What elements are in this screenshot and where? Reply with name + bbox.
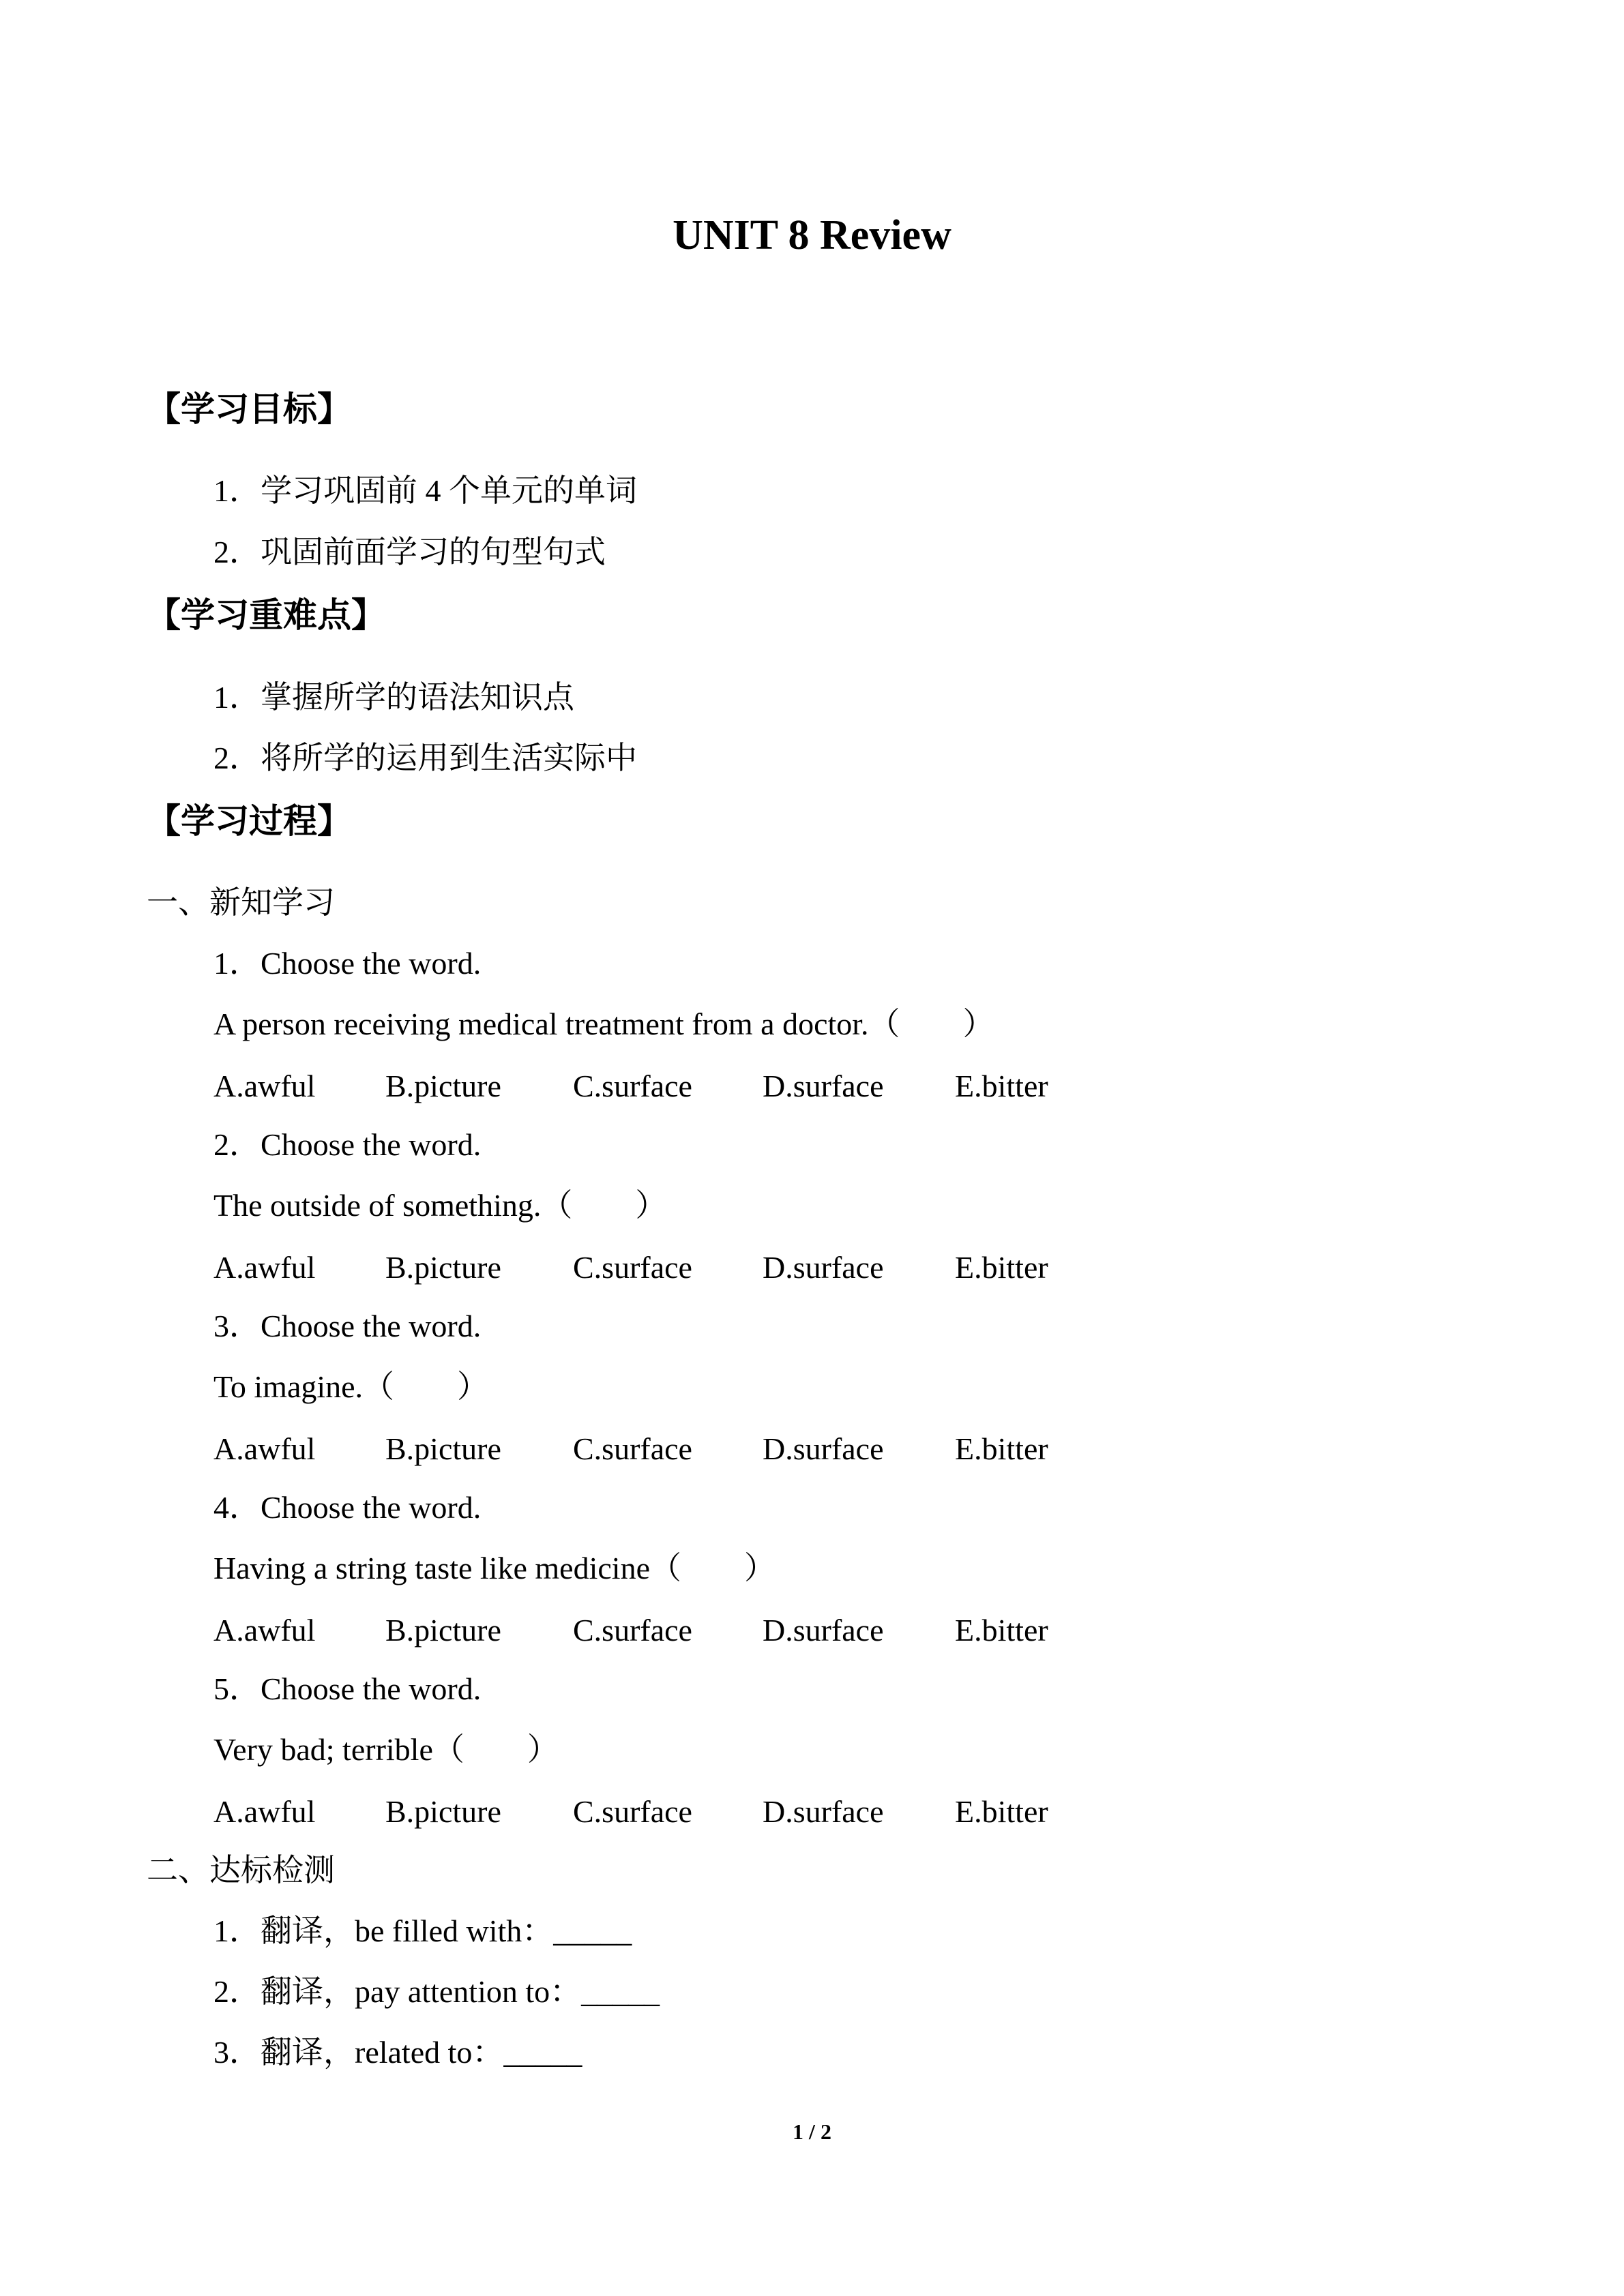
document-title: UNIT 8 Review <box>673 212 951 258</box>
option-b: B.picture <box>385 1613 501 1648</box>
option-a: A.awful <box>213 1613 316 1648</box>
option-c: C.surface <box>573 1794 692 1829</box>
option-e: E.bitter <box>955 1613 1048 1648</box>
goals-item-1: 1．学习巩固前 4 个单元的单词 <box>213 473 637 508</box>
option-d: D.surface <box>763 1250 884 1285</box>
key-points-heading: 【学习重难点】 <box>147 595 385 635</box>
option-e: E.bitter <box>955 1069 1048 1103</box>
page-number: 1 / 2 <box>793 2119 831 2144</box>
part2-item-2: 2．翻译，pay attention to：_____ <box>213 1974 660 2009</box>
goals-item-2: 2．巩固前面学习的句型句式 <box>213 535 606 569</box>
part2-heading: 二、达标检测 <box>147 1853 335 1888</box>
option-e: E.bitter <box>955 1431 1048 1466</box>
option-d: D.surface <box>763 1069 884 1103</box>
option-b: B.picture <box>385 1250 501 1285</box>
option-d: D.surface <box>763 1431 884 1466</box>
question-5-number: 5．Choose the word. <box>213 1671 482 1706</box>
option-c: C.surface <box>573 1613 692 1648</box>
question-4-number: 4．Choose the word. <box>213 1490 482 1525</box>
goals-heading: 【学习目标】 <box>147 389 351 429</box>
question-2-number: 2．Choose the word. <box>213 1127 482 1162</box>
option-c: C.surface <box>573 1069 692 1103</box>
option-e: E.bitter <box>955 1794 1048 1829</box>
option-e: E.bitter <box>955 1250 1048 1285</box>
option-c: C.surface <box>573 1250 692 1285</box>
option-d: D.surface <box>763 1794 884 1829</box>
key-points-item-1: 1．掌握所学的语法知识点 <box>213 680 574 715</box>
option-a: A.awful <box>213 1069 316 1103</box>
option-b: B.picture <box>385 1794 501 1829</box>
question-2-prompt: The outside of something.（ ） <box>213 1188 667 1223</box>
option-a: A.awful <box>213 1431 316 1466</box>
question-1-number: 1．Choose the word. <box>213 946 482 981</box>
process-heading: 【学习过程】 <box>147 801 351 841</box>
part2-item-1: 1．翻译，be filled with：_____ <box>213 1913 632 1948</box>
question-3-prompt: To imagine.（ ） <box>213 1369 489 1404</box>
question-1-prompt: A person receiving medical treatment from a doctor.（ ） <box>213 1007 994 1041</box>
option-a: A.awful <box>213 1794 316 1829</box>
option-c: C.surface <box>573 1431 692 1466</box>
option-a: A.awful <box>213 1250 316 1285</box>
part1-heading: 一、新知学习 <box>147 885 335 920</box>
question-4-prompt: Having a string taste like medicine（ ） <box>213 1551 776 1585</box>
option-b: B.picture <box>385 1431 501 1466</box>
key-points-item-2: 2．将所学的运用到生活实际中 <box>213 741 637 775</box>
question-5-prompt: Very bad; terrible（ ） <box>213 1732 559 1767</box>
option-d: D.surface <box>763 1613 884 1648</box>
part2-item-3: 3．翻译，related to：_____ <box>213 2035 582 2070</box>
question-3-number: 3．Choose the word. <box>213 1309 482 1343</box>
option-b: B.picture <box>385 1069 501 1103</box>
